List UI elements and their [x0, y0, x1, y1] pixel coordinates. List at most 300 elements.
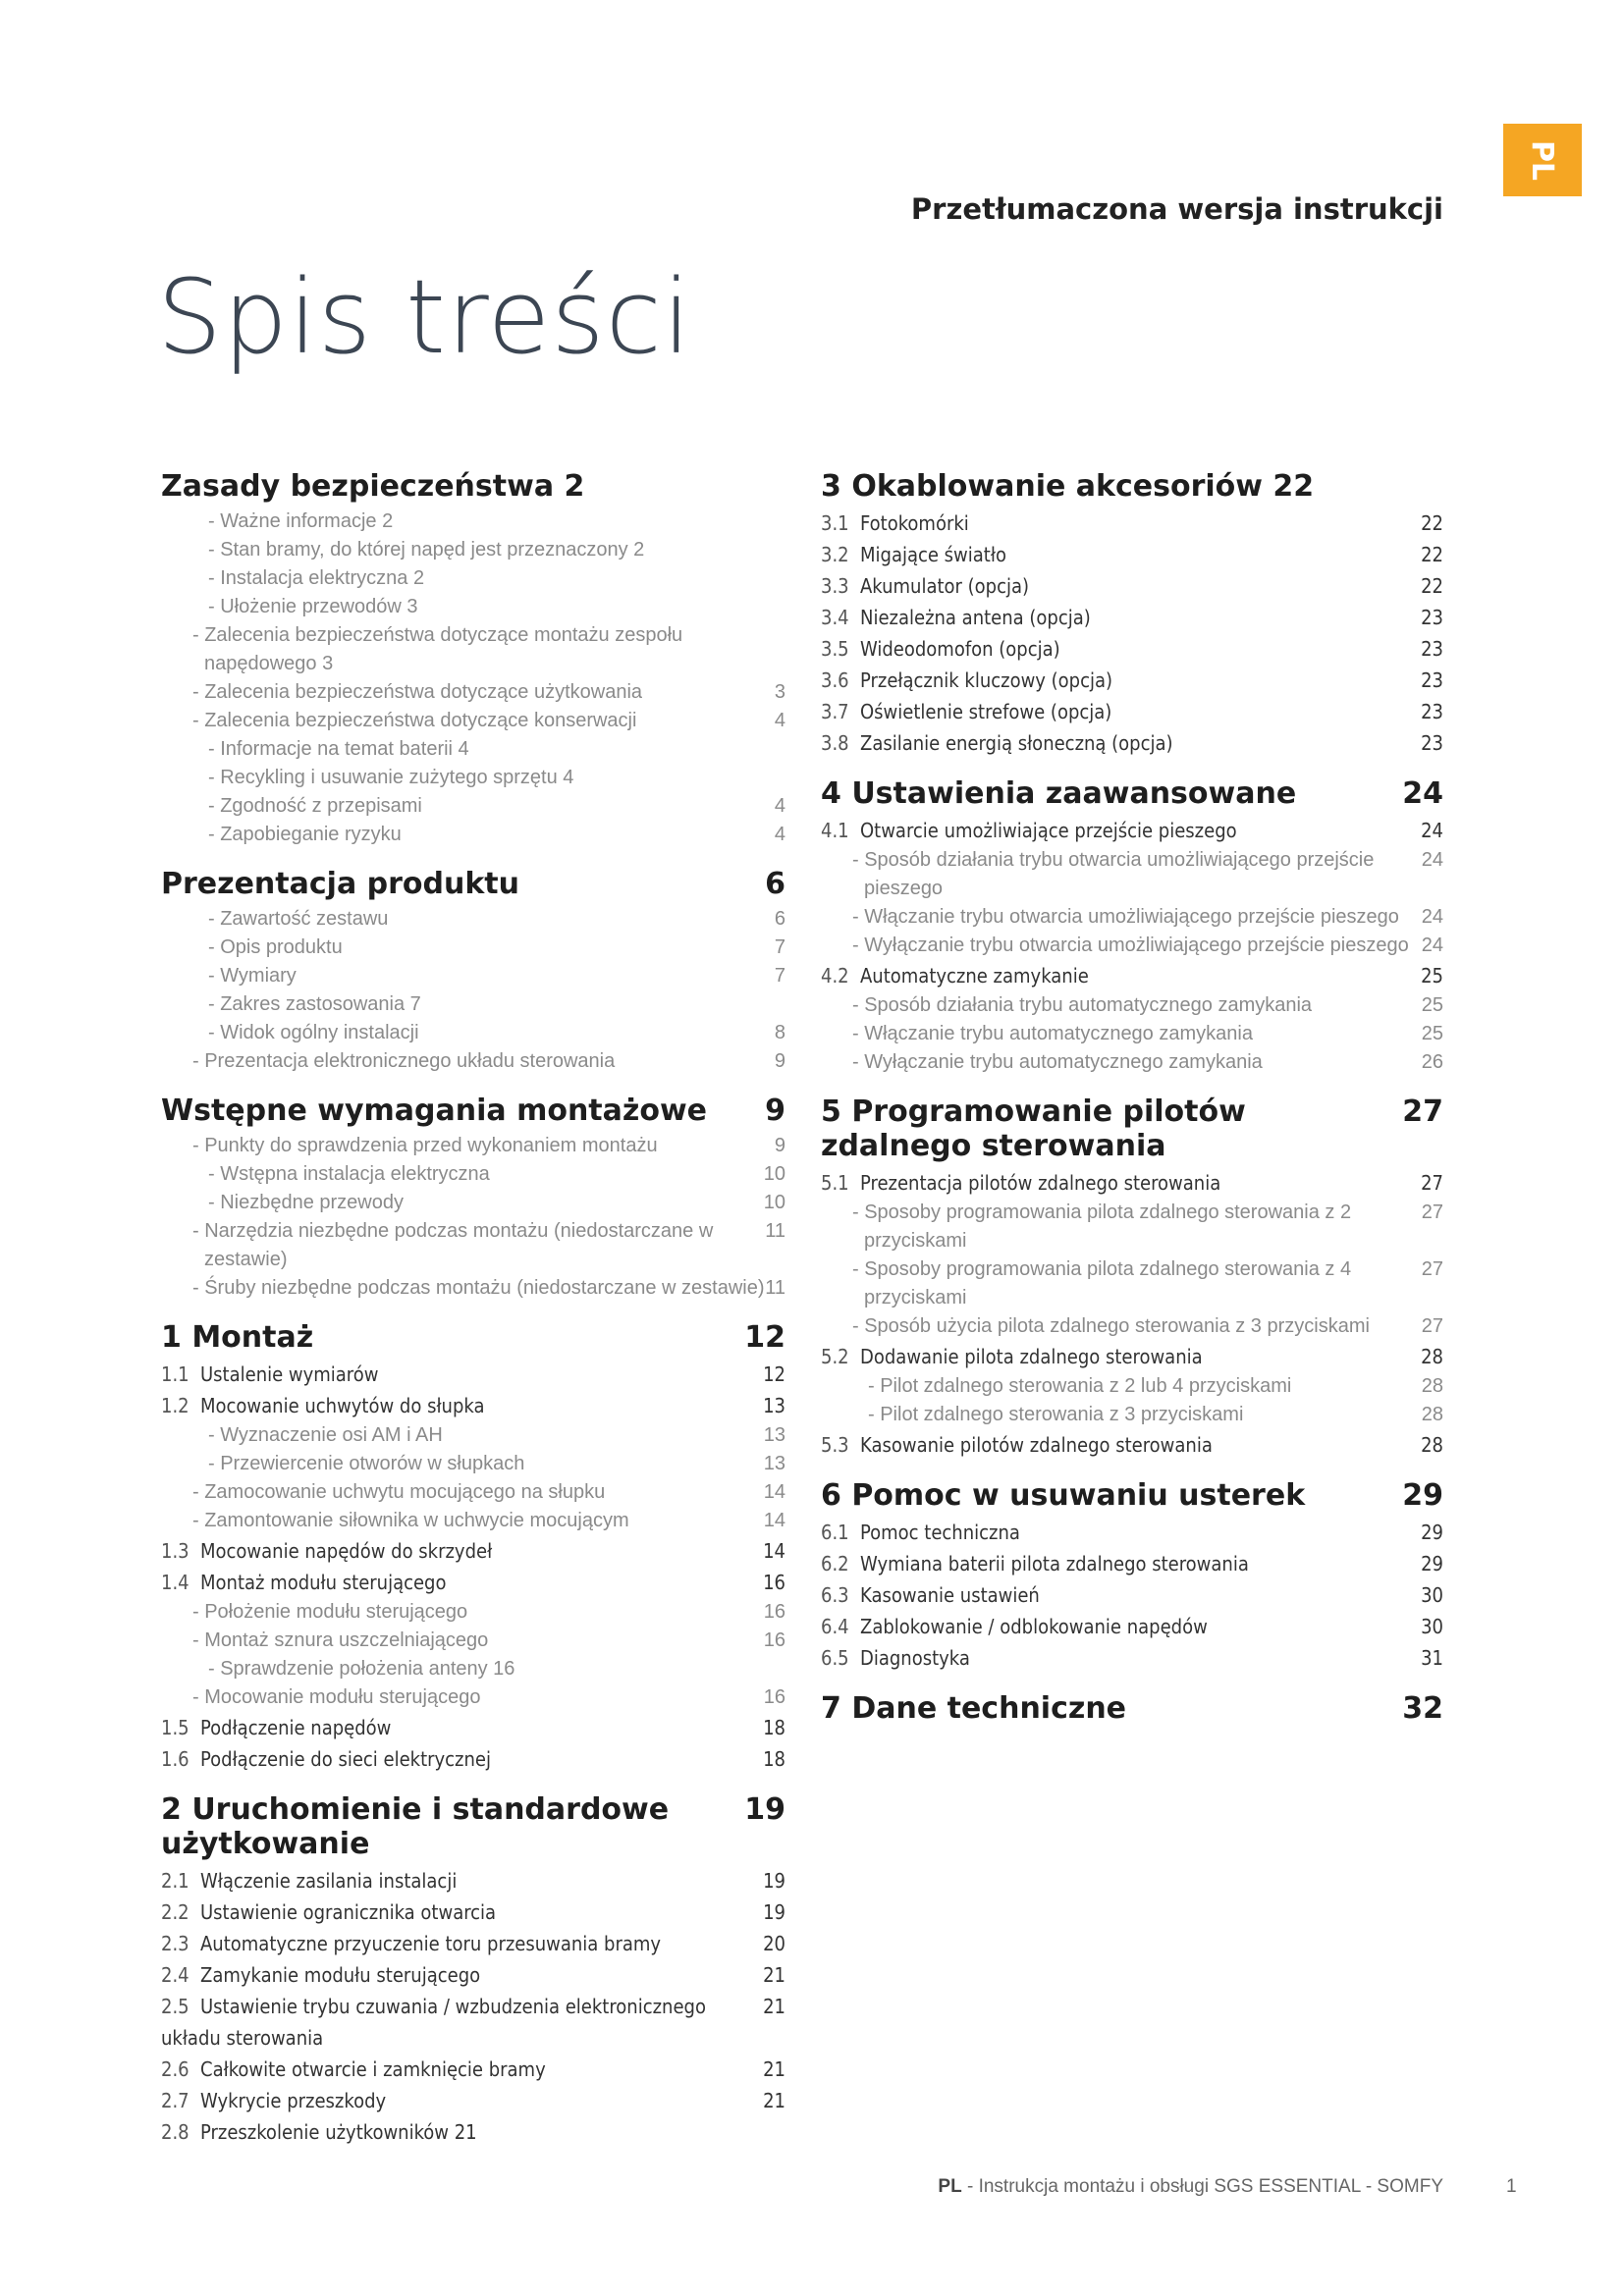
- toc-section[interactable]: [821, 815, 1443, 846]
- toc-chapter[interactable]: [821, 1691, 1443, 1726]
- toc-entry-text: - Położenie modułu sterującego: [192, 1601, 468, 1623]
- toc-page-number: 22: [1421, 543, 1443, 566]
- toc-page-number: 4: [774, 710, 785, 731]
- toc-section[interactable]: [161, 1896, 785, 1928]
- toc-entry-number: 1.3: [161, 1539, 189, 1563]
- toc-entry-text: - Wyznaczenie osi AM i AH: [208, 1424, 443, 1446]
- toc-page-number: 14: [763, 1510, 785, 1531]
- toc-entry-title: [161, 821, 775, 849]
- toc-entry-title: [161, 792, 775, 821]
- toc-section[interactable]: [821, 1429, 1443, 1461]
- toc-page-number: 29: [1402, 1478, 1443, 1513]
- toc-entry-text: 7 Dane techniczne: [821, 1691, 1127, 1726]
- toc-subsection[interactable]: [821, 1020, 1443, 1048]
- toc-entry-number: 3.3: [821, 574, 849, 598]
- toc-entry-title: [161, 564, 785, 593]
- toc-entry-title: [821, 1255, 1422, 1312]
- toc-page-number: 11: [765, 1220, 785, 1242]
- toc-page-number: 28: [1421, 1404, 1443, 1425]
- toc-chapter[interactable]: [161, 1792, 785, 1861]
- toc-entry-number: 4.2: [821, 964, 849, 988]
- toc-subsection[interactable]: [821, 1048, 1443, 1077]
- toc-entry-title: [821, 932, 1422, 960]
- toc-section[interactable]: [161, 1991, 785, 2054]
- toc-entry-text: - Mocowanie modułu sterującego: [192, 1686, 481, 1708]
- toc-entry-text: - Widok ogólny instalacji: [208, 1022, 419, 1043]
- toc-subsection[interactable]: [161, 1019, 785, 1047]
- toc-entry-text: - Zamocowanie uchwytu mocującego na słupku: [192, 1481, 606, 1503]
- toc-entry-text: - Sposoby programowania pilota zdalnego sterowania z 4 przyciskami: [852, 1258, 1352, 1308]
- toc-subsection[interactable]: [161, 1217, 785, 1274]
- toc-entry-text: - Sposób użycia pilota zdalnego sterowania z 3 przyciskami: [852, 1315, 1370, 1337]
- toc-entry-text: Fotokomórki: [860, 511, 969, 535]
- toc-column-right: [821, 469, 1443, 1730]
- toc-entry-text: Podłączenie do sieci elektrycznej: [200, 1747, 491, 1771]
- toc-page-number: 7: [774, 936, 785, 958]
- toc-entry-text: - Ułożenie przewodów 3: [208, 596, 418, 617]
- toc-entry-title: [161, 1598, 764, 1627]
- toc-subsection[interactable]: [161, 1655, 785, 1683]
- toc-section[interactable]: [821, 960, 1443, 991]
- toc-section[interactable]: [821, 602, 1443, 633]
- toc-entry-title: [821, 1312, 1422, 1341]
- toc-subsection[interactable]: [161, 1421, 785, 1450]
- toc-section[interactable]: [821, 1548, 1443, 1579]
- toc-entry-title: [821, 1020, 1422, 1048]
- toc-entry-title: [161, 1160, 764, 1189]
- toc-section[interactable]: [821, 1611, 1443, 1642]
- toc-subsection[interactable]: [821, 1199, 1443, 1255]
- toc-entry-text: Włączenie zasilania instalacji: [200, 1869, 458, 1893]
- toc-section[interactable]: [161, 1567, 785, 1598]
- toc-entry-title: [821, 1429, 1421, 1461]
- toc-entry-text: Zasilanie energią słoneczną (opcja): [860, 731, 1173, 755]
- toc-entry-title: [161, 507, 785, 536]
- toc-entry-text: - Śruby niezbędne podczas montażu (niedostarczane w zestawie): [192, 1277, 765, 1299]
- toc-entry-title: [821, 815, 1421, 846]
- toc-section[interactable]: [821, 1341, 1443, 1372]
- toc-subsection[interactable]: [161, 990, 785, 1019]
- toc-page-number: 9: [774, 1050, 785, 1072]
- toc-entry-text: Podłączenie napędów: [200, 1716, 392, 1739]
- footer-lang: PL: [938, 2176, 962, 2197]
- toc-page-number: 4: [774, 824, 785, 845]
- toc-subsection[interactable]: [821, 1401, 1443, 1429]
- toc-entry-title: [161, 1359, 763, 1390]
- toc-entry-text: - Zakres zastosowania 7: [208, 993, 421, 1015]
- toc-page-number: 25: [1421, 964, 1443, 988]
- toc-entry-text: - Wyłączanie trybu otwarcia umożliwiającego przejście pieszego: [852, 934, 1409, 956]
- toc-subsection[interactable]: [161, 1598, 785, 1627]
- toc-entry-title: [161, 1421, 764, 1450]
- toc-chapter[interactable]: [161, 1320, 785, 1355]
- toc-page-number: 21: [763, 2089, 785, 2112]
- toc-entry-text: 3 Okablowanie akcesoriów 22: [821, 469, 1315, 504]
- toc-entry-number: 2.1: [161, 1869, 189, 1893]
- toc-page-number: 19: [763, 1900, 785, 1924]
- toc-entry-title: [161, 707, 775, 735]
- toc-entry-number: 5.2: [821, 1345, 849, 1368]
- toc-entry-number: 1.6: [161, 1747, 189, 1771]
- toc-entry-title: [161, 934, 775, 962]
- toc-entry-number: 1.5: [161, 1716, 189, 1739]
- toc-section[interactable]: [161, 1743, 785, 1775]
- toc-entry-title: [161, 1507, 764, 1535]
- toc-entry-text: Automatyczne zamykanie: [860, 964, 1089, 988]
- toc-page-number: 27: [1421, 1258, 1443, 1280]
- toc-page-number: 28: [1421, 1433, 1443, 1457]
- toc-section[interactable]: [161, 2054, 785, 2085]
- toc-entry-title: [161, 1959, 763, 1991]
- toc-entry-text: - Informacje na temat baterii 4: [208, 738, 469, 760]
- toc-chapter[interactable]: [821, 469, 1443, 504]
- toc-page-number: 16: [763, 1686, 785, 1708]
- toc-entry-title: [161, 1189, 764, 1217]
- toc-entry-title: [161, 1743, 763, 1775]
- toc-entry-text: - Recykling i usuwanie zużytego sprzętu 4: [208, 767, 574, 788]
- toc-page-number: 6: [765, 867, 785, 901]
- toc-entry-text: Przeszkolenie użytkowników 21: [200, 2120, 477, 2144]
- toc-page-number: 22: [1421, 574, 1443, 598]
- toc-subsection[interactable]: [161, 962, 785, 990]
- toc-page-number: 23: [1421, 731, 1443, 755]
- toc-entry-text: Niezależna antena (opcja): [860, 606, 1091, 629]
- toc-entry-text: Automatyczne przyuczenie toru przesuwania bramy: [200, 1932, 662, 1955]
- toc-entry-title: [161, 2054, 763, 2085]
- toc-entry-text: - Montaż sznura uszczelniającego: [192, 1629, 489, 1651]
- toc-page-number: 21: [763, 1963, 785, 1987]
- toc-entry-title: [821, 507, 1421, 539]
- toc-entry-title: [161, 1627, 764, 1655]
- language-tab: PL: [1503, 124, 1582, 196]
- toc-entry-text: Zasady bezpieczeństwa 2: [161, 469, 585, 504]
- toc-entry-text: 4 Ustawienia zaawansowane: [821, 776, 1297, 811]
- toc-page-number: 32: [1402, 1691, 1443, 1726]
- toc-page-number: 13: [763, 1424, 785, 1446]
- toc-page-number: 27: [1421, 1315, 1443, 1337]
- toc-entry-title: [161, 621, 785, 678]
- toc-column-left: [161, 469, 785, 2148]
- toc-section[interactable]: [161, 1535, 785, 1567]
- toc-section[interactable]: [161, 1359, 785, 1390]
- toc-section[interactable]: [821, 665, 1443, 696]
- toc-chapter[interactable]: [821, 1478, 1443, 1513]
- toc-page-number: 13: [763, 1394, 785, 1417]
- toc-entry-text: - Wymiary: [208, 965, 297, 987]
- toc-entry-text: - Zgodność z przepisami: [208, 795, 422, 817]
- toc-subsection[interactable]: [161, 1507, 785, 1535]
- toc-subsection[interactable]: [161, 593, 785, 621]
- toc-subsection[interactable]: [161, 792, 785, 821]
- toc-entry-text: Zamykanie modułu sterującego: [200, 1963, 481, 1987]
- toc-section[interactable]: [161, 2085, 785, 2116]
- toc-subsection[interactable]: [161, 1047, 785, 1076]
- toc-entry-title: [161, 2085, 763, 2116]
- toc-entry-title: [821, 469, 1443, 504]
- toc-entry-text: - Zawartość zestawu: [208, 908, 389, 930]
- toc-entry-title: [821, 776, 1402, 811]
- toc-entry-text: Otwarcie umożliwiające przejście pieszego: [860, 819, 1237, 842]
- toc-subsection[interactable]: [161, 621, 785, 678]
- toc-subsection[interactable]: [821, 846, 1443, 903]
- toc-page-number: 10: [763, 1163, 785, 1185]
- toc-entry-text: Migające światło: [860, 543, 1006, 566]
- toc-section[interactable]: [821, 727, 1443, 759]
- toc-section[interactable]: [161, 1390, 785, 1421]
- toc-entry-text: - Wstępna instalacja elektryczna: [208, 1163, 490, 1185]
- toc-entry-title: [161, 1390, 763, 1421]
- toc-entry-title: [161, 536, 785, 564]
- toc-subsection[interactable]: [161, 1627, 785, 1655]
- toc-entry-text: - Niezbędne przewody: [208, 1192, 404, 1213]
- toc-page-number: 31: [1421, 1646, 1443, 1670]
- toc-entry-text: Dodawanie pilota zdalnego sterowania: [860, 1345, 1203, 1368]
- toc-entry-text: Diagnostyka: [860, 1646, 970, 1670]
- toc-subsection[interactable]: [161, 1683, 785, 1712]
- toc-subsection[interactable]: [161, 821, 785, 849]
- toc-entry-title: [161, 1450, 764, 1478]
- toc-entry-title: [161, 1567, 763, 1598]
- toc-entry-text: Wykrycie przeszkody: [200, 2089, 387, 2112]
- toc-page-number: 9: [765, 1094, 785, 1128]
- toc-entry-title: [821, 991, 1422, 1020]
- toc-entry-title: [161, 1478, 764, 1507]
- toc-page-number: 26: [1421, 1051, 1443, 1073]
- toc-entry-text: - Ważne informacje 2: [208, 510, 394, 532]
- toc-entry-text: - Wyłączanie trybu automatycznego zamykania: [852, 1051, 1263, 1073]
- toc-section[interactable]: [161, 1959, 785, 1991]
- toc-page-number: 27: [1421, 1171, 1443, 1195]
- toc-entry-number: 2.3: [161, 1932, 189, 1955]
- toc-entry-number: 2.8: [161, 2120, 189, 2144]
- toc-page-number: 29: [1421, 1521, 1443, 1544]
- toc-chapter[interactable]: [821, 1095, 1443, 1163]
- toc-entry-title: [821, 1548, 1421, 1579]
- toc-page-number: 14: [763, 1481, 785, 1503]
- toc-entry-number: 3.8: [821, 731, 849, 755]
- toc-subsection[interactable]: [821, 932, 1443, 960]
- toc-entry-text: - Włączanie trybu automatycznego zamykania: [852, 1023, 1253, 1044]
- toc-entry-number: 5.3: [821, 1433, 849, 1457]
- toc-subsection[interactable]: [161, 1189, 785, 1217]
- toc-section[interactable]: [821, 570, 1443, 602]
- toc-entry-text: Całkowite otwarcie i zamknięcie bramy: [200, 2057, 546, 2081]
- toc-page-number: 22: [1421, 511, 1443, 535]
- toc-page-number: 16: [763, 1601, 785, 1623]
- toc-entry-text: - Włączanie trybu otwarcia umożliwiającego przejście pieszego: [852, 906, 1399, 928]
- toc-page-number: 27: [1421, 1201, 1443, 1223]
- toc-section[interactable]: [821, 633, 1443, 665]
- toc-entry-text: Montaż modułu sterującego: [200, 1571, 447, 1594]
- page-number: 1: [1506, 2176, 1517, 2197]
- toc-entry-text: Wstępne wymagania montażowe: [161, 1094, 708, 1128]
- toc-page-number: 24: [1421, 934, 1443, 956]
- toc-entry-text: 1 Montaż: [161, 1320, 314, 1355]
- toc-entry-text: Akumulator (opcja): [860, 574, 1030, 598]
- toc-entry-title: [821, 1642, 1421, 1674]
- toc-page-number: 24: [1421, 819, 1443, 842]
- toc-page-number: 27: [1402, 1095, 1443, 1129]
- toc-entry-number: 3.7: [821, 700, 849, 723]
- toc-entry-title: [821, 539, 1421, 570]
- toc-subsection[interactable]: [161, 1478, 785, 1507]
- toc-entry-number: 3.5: [821, 637, 849, 661]
- toc-entry-title: [821, 903, 1422, 932]
- toc-page-number: 12: [744, 1320, 785, 1355]
- toc-section[interactable]: [821, 1579, 1443, 1611]
- toc-chapter[interactable]: [161, 867, 785, 901]
- toc-section[interactable]: [161, 1712, 785, 1743]
- toc-entry-title: [161, 1865, 763, 1896]
- toc-chapter[interactable]: [161, 1094, 785, 1128]
- toc-entry-title: [161, 1217, 765, 1274]
- toc-entry-number: 3.2: [821, 543, 849, 566]
- toc-entry-text: - Sposób działania trybu automatycznego zamykania: [852, 994, 1313, 1016]
- toc-page-number: 19: [763, 1869, 785, 1893]
- toc-page-number: 21: [763, 1995, 785, 2018]
- toc-entry-text: Prezentacja produktu: [161, 867, 519, 901]
- toc-subsection[interactable]: [821, 1312, 1443, 1341]
- toc-entry-title: [821, 1611, 1421, 1642]
- toc-entry-title: [821, 665, 1421, 696]
- toc-page-number: 20: [763, 1932, 785, 1955]
- toc-entry-text: Ustalenie wymiarów: [200, 1362, 379, 1386]
- toc-page-number: 18: [763, 1716, 785, 1739]
- toc-entry-text: - Zapobieganie ryzyku: [208, 824, 402, 845]
- toc-entry-title: [161, 1712, 763, 1743]
- toc-entry-text: - Zalecenia bezpieczeństwa dotyczące konserwacji: [192, 710, 637, 731]
- toc-subsection[interactable]: [161, 507, 785, 536]
- toc-entry-text: - Przewiercenie otworów w słupkach: [208, 1453, 525, 1474]
- toc-page-number: 21: [763, 2057, 785, 2081]
- toc-page-number: 19: [744, 1792, 785, 1827]
- toc-entry-number: 3.4: [821, 606, 849, 629]
- toc-entry-title: [821, 1372, 1422, 1401]
- toc-entry-text: 2 Uruchomienie i standardowe użytkowanie: [161, 1792, 670, 1861]
- toc-subsection[interactable]: [161, 707, 785, 735]
- toc-page-number: 25: [1421, 994, 1443, 1016]
- toc-entry-title: [821, 1167, 1421, 1199]
- toc-entry-text: Kasowanie ustawień: [860, 1583, 1040, 1607]
- toc-page-number: 25: [1421, 1023, 1443, 1044]
- toc-entry-text: - Narzędzia niezbędne podczas montażu (niedostarczane w zestawie): [192, 1220, 714, 1270]
- toc-page-number: 30: [1421, 1615, 1443, 1638]
- toc-section[interactable]: [821, 1517, 1443, 1548]
- toc-entry-number: 2.2: [161, 1900, 189, 1924]
- toc-entry-number: 6.1: [821, 1521, 849, 1544]
- toc-page-number: 23: [1421, 637, 1443, 661]
- toc-entry-number: 6.5: [821, 1646, 849, 1670]
- toc-page-number: 6: [774, 908, 785, 930]
- toc-entry-title: [161, 1792, 744, 1861]
- toc-entry-title: [161, 593, 785, 621]
- toc-entry-title: [821, 633, 1421, 665]
- toc-page-number: 8: [774, 1022, 785, 1043]
- toc-page-number: 28: [1421, 1375, 1443, 1397]
- toc-page-number: 11: [765, 1277, 785, 1299]
- toc-section[interactable]: [821, 1167, 1443, 1199]
- toc-subsection[interactable]: [161, 1132, 785, 1160]
- toc-entry-title: [161, 990, 785, 1019]
- toc-entry-number: 2.4: [161, 1963, 189, 1987]
- toc-entry-text: - Punkty do sprawdzenia przed wykonaniem montażu: [192, 1135, 658, 1156]
- toc-entry-title: [161, 1019, 775, 1047]
- toc-page-number: 4: [774, 795, 785, 817]
- toc-entry-text: - Zalecenia bezpieczeństwa dotyczące użytkowania: [192, 681, 643, 703]
- toc-entry-text: Mocowanie napędów do skrzydeł: [200, 1539, 493, 1563]
- toc-subsection[interactable]: [161, 764, 785, 792]
- toc-chapter[interactable]: [161, 469, 785, 504]
- toc-subsection[interactable]: [161, 905, 785, 934]
- document-subtitle: Przetłumaczona wersja instrukcji: [910, 192, 1443, 226]
- toc-entry-number: 5.1: [821, 1171, 849, 1195]
- toc-entry-title: [161, 1132, 775, 1160]
- toc-subsection[interactable]: [161, 678, 785, 707]
- toc-section[interactable]: [821, 507, 1443, 539]
- toc-entry-text: Pomoc techniczna: [860, 1521, 1020, 1544]
- toc-entry-text: - Instalacja elektryczna 2: [208, 567, 425, 589]
- toc-subsection[interactable]: [821, 991, 1443, 1020]
- toc-entry-title: [821, 696, 1421, 727]
- toc-entry-title: [161, 1655, 785, 1683]
- toc-subsection[interactable]: [821, 1255, 1443, 1312]
- toc-page-number: 18: [763, 1747, 785, 1771]
- toc-subsection[interactable]: [161, 1274, 785, 1303]
- toc-section[interactable]: [821, 1642, 1443, 1674]
- toc-subsection[interactable]: [821, 1372, 1443, 1401]
- toc-entry-text: Wideodomofon (opcja): [860, 637, 1060, 661]
- toc-subsection[interactable]: [161, 1450, 785, 1478]
- toc-entry-text: Wymiana baterii pilota zdalnego sterowania: [860, 1552, 1249, 1575]
- toc-entry-title: [161, 678, 775, 707]
- toc-page-number: 16: [763, 1629, 785, 1651]
- toc-entry-number: 3.6: [821, 668, 849, 692]
- toc-entry-text: - Zalecenia bezpieczeństwa dotyczące montażu zespołu napędowego 3: [192, 624, 683, 674]
- toc-entry-number: 2.6: [161, 2057, 189, 2081]
- toc-page-number: 3: [774, 681, 785, 703]
- toc-chapter[interactable]: [821, 776, 1443, 811]
- toc-entry-text: Zablokowanie / odblokowanie napędów: [860, 1615, 1208, 1638]
- toc-section[interactable]: [161, 1928, 785, 1959]
- toc-entry-title: [821, 1199, 1422, 1255]
- toc-subsection[interactable]: [161, 735, 785, 764]
- toc-section[interactable]: [161, 2116, 785, 2148]
- toc-page-number: 30: [1421, 1583, 1443, 1607]
- toc-entry-title: [161, 1928, 763, 1959]
- toc-entry-number: 2.7: [161, 2089, 189, 2112]
- toc-subsection[interactable]: [821, 903, 1443, 932]
- toc-subsection[interactable]: [161, 536, 785, 564]
- toc-entry-number: 6.2: [821, 1552, 849, 1575]
- toc-entry-title: [821, 602, 1421, 633]
- toc-subsection[interactable]: [161, 934, 785, 962]
- toc-page-number: 24: [1421, 849, 1443, 871]
- toc-section[interactable]: [821, 539, 1443, 570]
- toc-entry-title: [821, 570, 1421, 602]
- toc-entry-text: - Zamontowanie siłownika w uchwycie mocującym: [192, 1510, 629, 1531]
- toc-entry-text: Prezentacja pilotów zdalnego sterowania: [860, 1171, 1221, 1195]
- toc-entry-title: [161, 867, 765, 901]
- toc-entry-title: [821, 1048, 1422, 1077]
- toc-section[interactable]: [161, 1865, 785, 1896]
- toc-subsection[interactable]: [161, 1160, 785, 1189]
- toc-section[interactable]: [821, 696, 1443, 727]
- toc-entry-number: 4.1: [821, 819, 849, 842]
- toc-subsection[interactable]: [161, 564, 785, 593]
- toc-entry-title: [821, 960, 1421, 991]
- toc-page-number: 7: [774, 965, 785, 987]
- toc-page-number: 28: [1421, 1345, 1443, 1368]
